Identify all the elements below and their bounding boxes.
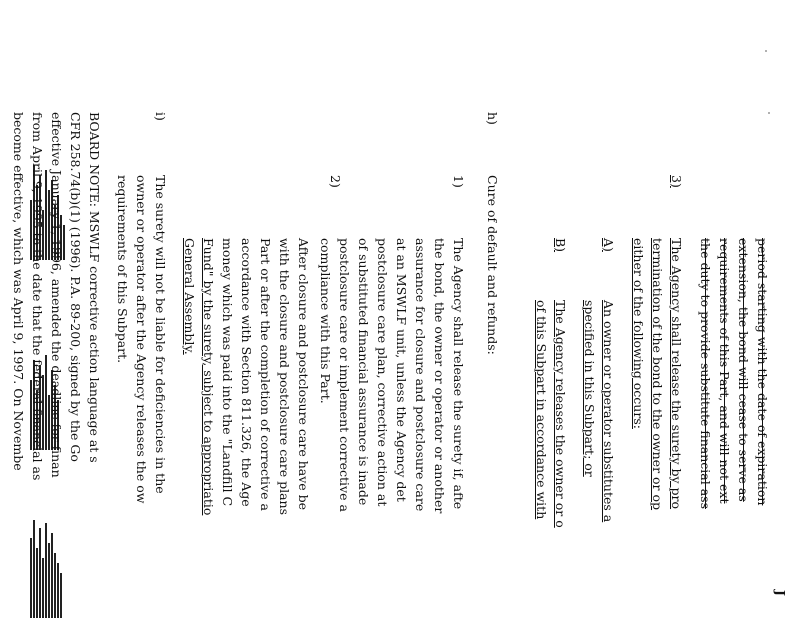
top-line-3: requirements of this Part, and will not ext xyxy=(717,238,732,504)
item-2-line-4: accordance with Section 811.326, the Age xyxy=(239,238,254,507)
item-1-line-8: compliance with this Part. xyxy=(318,238,333,404)
item-1-line-2: the bond, the owner or operator or another xyxy=(432,238,447,514)
item-b-label: B) xyxy=(553,238,568,253)
top-line-4: the duty to provide substitute financial ass xyxy=(698,238,713,509)
page-marker: J xyxy=(773,590,788,596)
board-note-line-5: become effective, which was April 9, 1997. On Novembe xyxy=(11,112,26,471)
item-2-label: 2) xyxy=(328,175,343,188)
item-a-line-2: specified in this Subpart; or xyxy=(582,300,597,477)
item-1-line-7: postclosure care or implement corrective a xyxy=(337,238,352,512)
item-3-line-1: The Agency shall release the surety by pro xyxy=(669,238,684,510)
item-3-line-2: termination of the bond to the owner or op xyxy=(650,238,665,511)
item-a-label: A) xyxy=(601,238,616,252)
item-2-line-3: Part or after the completion of corrective a xyxy=(258,238,273,511)
board-note-line-1: BOARD NOTE: MSWLF corrective action language at s xyxy=(87,112,102,463)
top-line-2: extension, the bond will cease to serve as xyxy=(736,238,751,502)
item-b-line-1: The Agency releases the owner or o xyxy=(553,300,568,528)
item-1-line-5: postclosure care plan, corrective action at xyxy=(375,238,390,507)
item-h-heading: Cure of default and refunds: xyxy=(485,175,500,355)
board-note-line-2: CFR 258.74(b)(1) (1996). P.A. 89-200, signed by the Go xyxy=(68,112,83,462)
item-1-line-3: assurance for closure and postclosure care xyxy=(413,238,428,512)
board-note-line-4: from April 9, 1995 to the date that the federal financial as xyxy=(30,112,45,481)
item-2-line-2: with the closure and postclosure care plans xyxy=(277,238,292,516)
item-1-line-1: The Agency shall release the surety if, afte xyxy=(451,238,466,510)
item-i-line-1: The surety will not be liable for deficiencies in the xyxy=(153,175,168,494)
item-3-line-3: either of the following occurs: xyxy=(631,238,646,429)
board-note-line-3: effective January 1, 1996, amended the deadline for finan xyxy=(49,112,64,478)
item-2-line-6: Fund" by the surety, subject to appropriatio xyxy=(201,238,216,516)
top-line-1: period starting with the date of expiration xyxy=(755,238,770,506)
item-i-line-2: owner or operator after the Agency releases the ow xyxy=(134,175,149,504)
item-i-line-3: requirements of this Subpart. xyxy=(115,175,130,364)
item-a-line-1: An owner or operator substitutes a xyxy=(601,300,616,523)
item-3-label: 3) xyxy=(669,175,684,188)
item-1-label: 1) xyxy=(451,175,466,188)
item-1-line-6: of substituted financial assurance is inade xyxy=(356,238,371,506)
item-2-line-5: money which was paid into the "Landfill C xyxy=(220,238,235,507)
item-b-line-2: of this Subpart in accordance with xyxy=(534,300,549,520)
item-1-line-4: at an MSWLF unit, unless the Agency det xyxy=(394,238,409,502)
item-i-label: i) xyxy=(153,112,168,121)
item-h-label: h) xyxy=(485,112,500,125)
item-2-line-7: General Assembly. xyxy=(182,238,197,355)
item-2-line-1: After closure and postclosure care have be xyxy=(296,238,311,511)
